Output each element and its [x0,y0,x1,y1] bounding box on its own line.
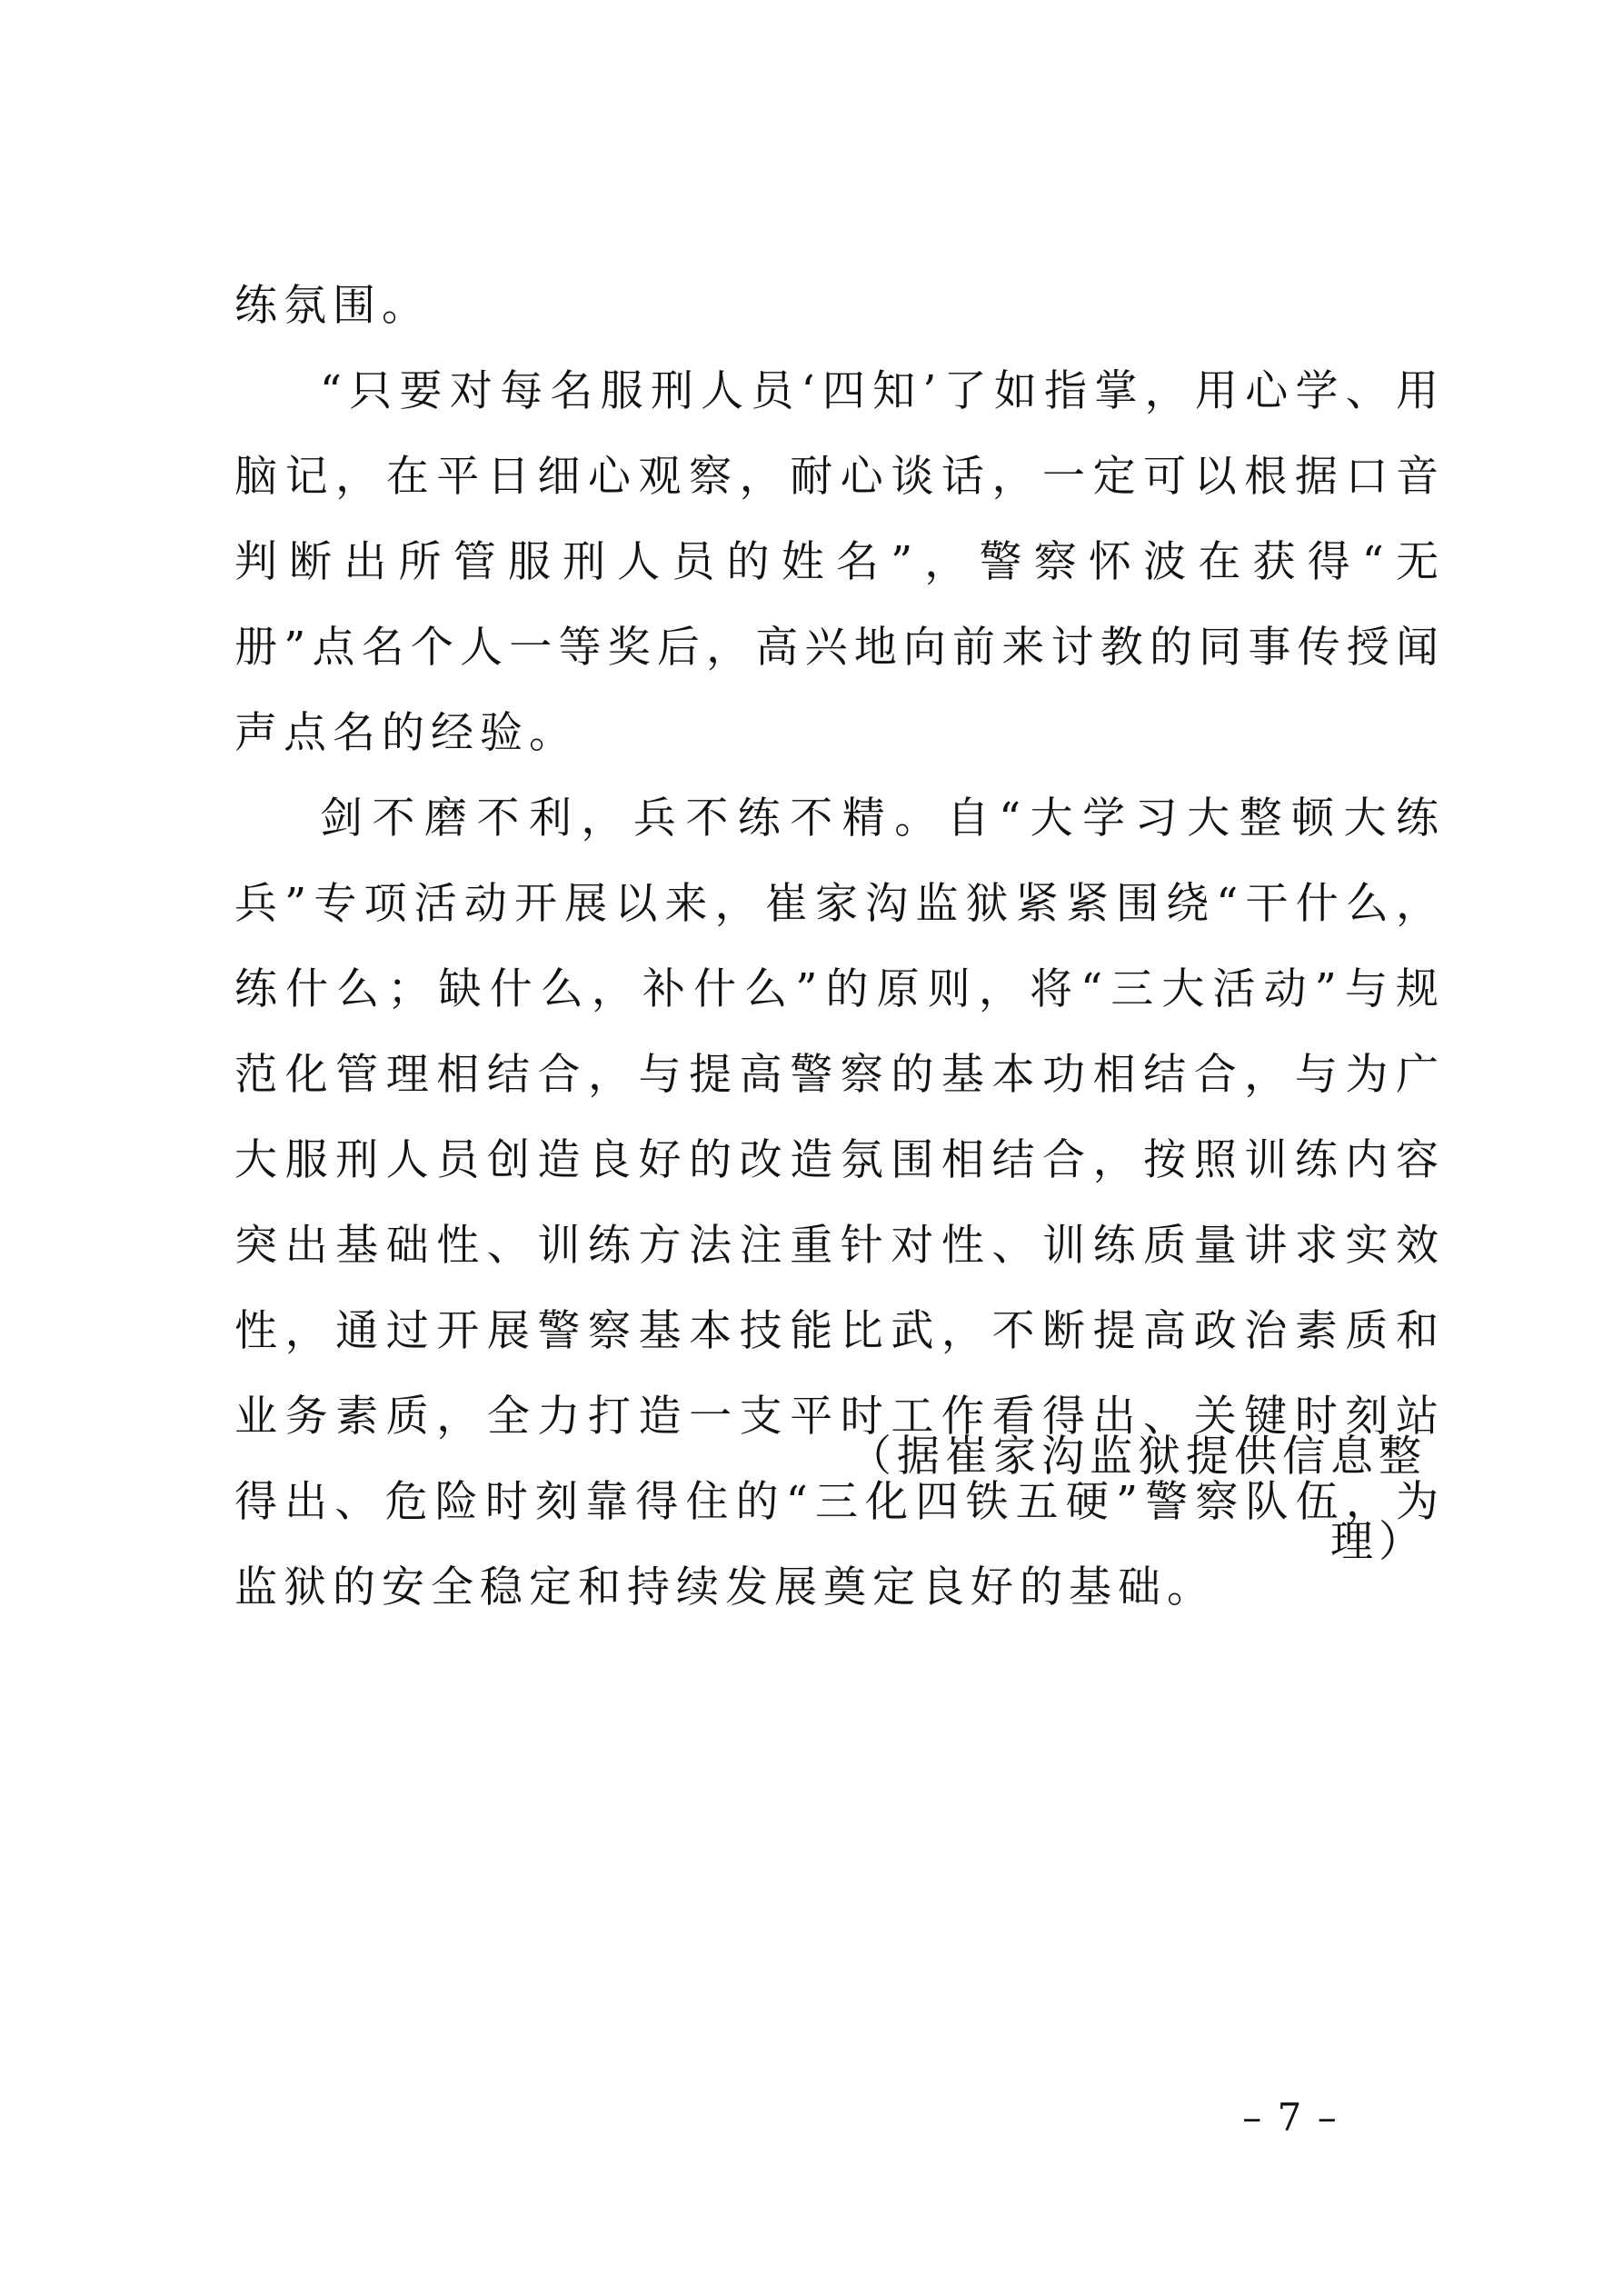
paragraph-1: 练氛围。 [234,281,431,331]
paragraph-2: “只要对每名服刑人员‘四知’了如指掌，用心学、用脑记，在平日细心观察，耐心谈话，一定可以根据口音判断出所管服刑人员的姓名”，警察怀波在获得“无册”点名个人一等奖后，高兴地向前来讨教的同事传授闻声点名的经验。 [234,366,1445,758]
paragraph-3: 剑不磨不利，兵不练不精。自“大学习大整顿大练兵”专项活动开展以来，崔家沟监狱紧紧围绕“干什么，练什么；缺什么，补什么”的原则，将“三大活动”与规范化管理相结合，与提高警察的基本功相结合，与为广大服刑人员创造良好的改造氛围相结合，按照训练内容突出基础性、训练方法注重针对性、训练质量讲求实效性，通过开展警察基本技能比武，不断提高政治素质和业务素质，全力打造一支平时工作看得出、关键时刻站得出、危险时刻靠得住的“三化四铁五硬”警察队伍，为监狱的安全稳定和持续发展奠定良好的基础。 [234,794,1445,1612]
source-note: （据崔家沟监狱提供信息整理） [849,1432,1427,1567]
page-number: – 7 – [1242,2095,1339,2140]
